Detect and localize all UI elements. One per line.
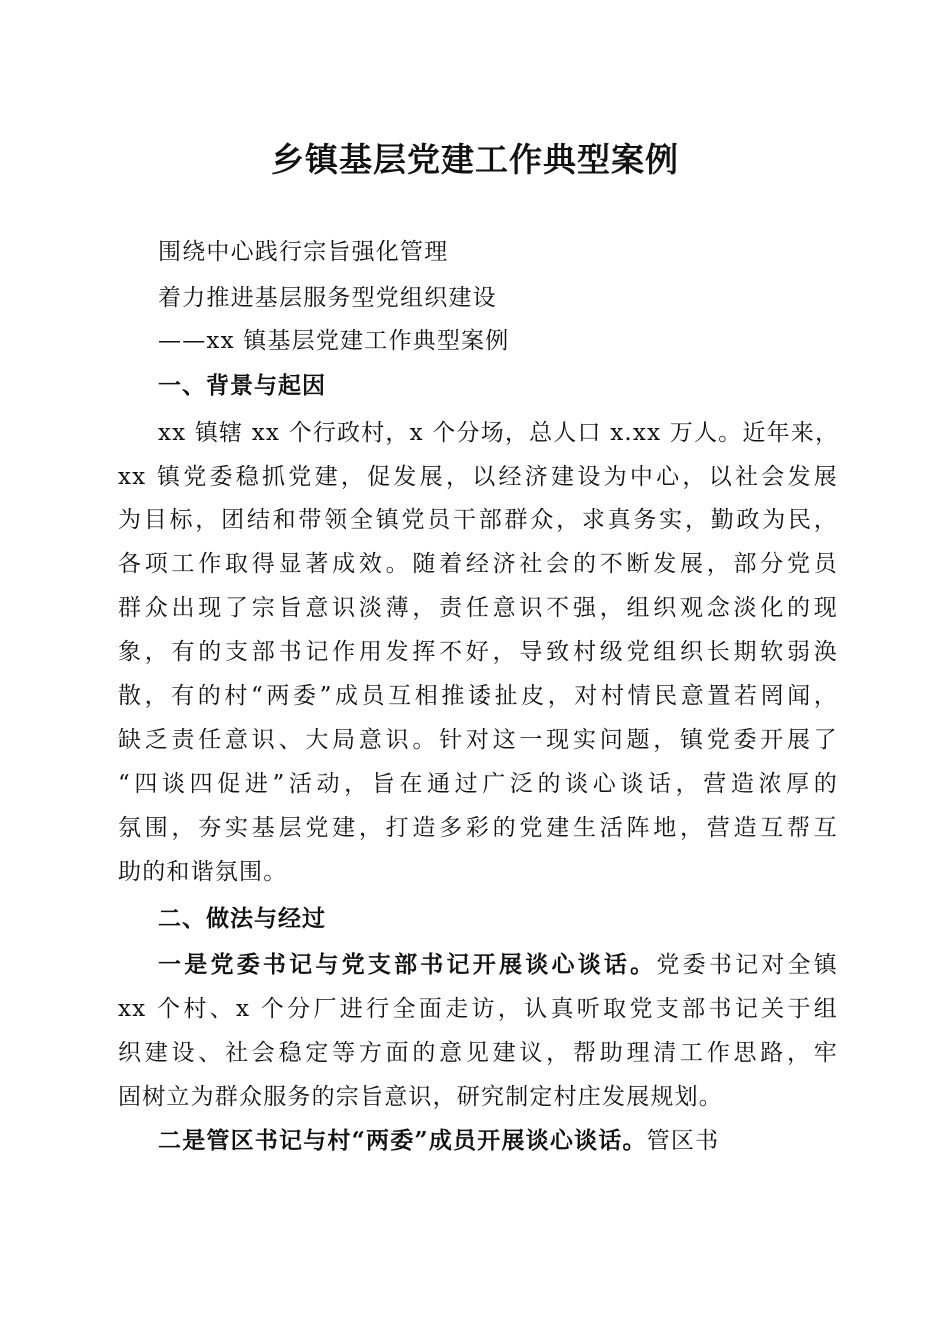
paragraph-text: 管区书 — [646, 1128, 720, 1154]
paragraph-line: “四谈四促进”活动，旨在通过广泛的谈心谈话，营造浓厚的 — [118, 771, 838, 797]
paragraph-line — [158, 950, 838, 980]
paragraph-line: 象，有的支部书记作用发挥不好，导致村级党组织长期软弱涣 — [118, 639, 838, 665]
paragraph-line: 各项工作取得显著成效。随着经济社会的不断发展，部分党员 — [118, 551, 838, 577]
paragraph-line: 为目标，团结和带领全镇党员干部群众，求真务实，勤政为民， — [118, 507, 838, 533]
paragraph-line: xx 镇党委稳抓党建，促发展，以经济建设为中心，以社会发展 — [118, 464, 838, 490]
paragraph-line: 织建设、社会稳定等方面的意见建议，帮助理清工作思路，牢 — [118, 1040, 838, 1066]
subtitle-line-3: ——xx 镇基层党建工作典型案例 — [158, 328, 510, 354]
section-heading-background: 一、背景与起因 — [158, 373, 326, 399]
paragraph-line: 散，有的村“两委”成员互相推诿扯皮，对村情民意置若罔闻， — [118, 683, 838, 709]
paragraph-line: xx 镇辖 xx 个行政村，x 个分场，总人口 x.xx 万人。近年来， — [158, 420, 840, 446]
paragraph-lead: 二是管区书记与村“两委”成员开展谈心谈话。 — [158, 1127, 647, 1154]
subtitle-line-2: 着力推进基层服务型党组织建设 — [158, 285, 497, 311]
subtitle-line-1: 围绕中心践行宗旨强化管理 — [158, 239, 449, 265]
paragraph-text: 党委书记对全镇 — [656, 952, 838, 978]
paragraph-line: 缺乏责任意识、大局意识。针对这一现实问题，镇党委开展了 — [118, 727, 838, 753]
paragraph-line: 群众出现了宗旨意识淡薄，责任意识不强，组织观念淡化的现 — [118, 595, 838, 621]
paragraph-line: xx 个村、x 个分厂进行全面走访，认真听取党支部书记关于组 — [118, 996, 838, 1022]
paragraph-line: 氛围，夯实基层党建，打造多彩的党建生活阵地，营造互帮互 — [118, 815, 838, 841]
paragraph-line: 助的和谐氛围。 — [118, 859, 288, 885]
paragraph-lead: 一是党委书记与党支部书记开展谈心谈话。 — [158, 951, 657, 978]
section-heading-methods: 二、做法与经过 — [158, 906, 326, 932]
document-title: 乡镇基层党建工作典型案例 — [271, 140, 679, 179]
paragraph-line: 固树立为群众服务的宗旨意识，研究制定村庄发展规划。 — [118, 1084, 723, 1110]
paragraph-line — [158, 1126, 838, 1156]
